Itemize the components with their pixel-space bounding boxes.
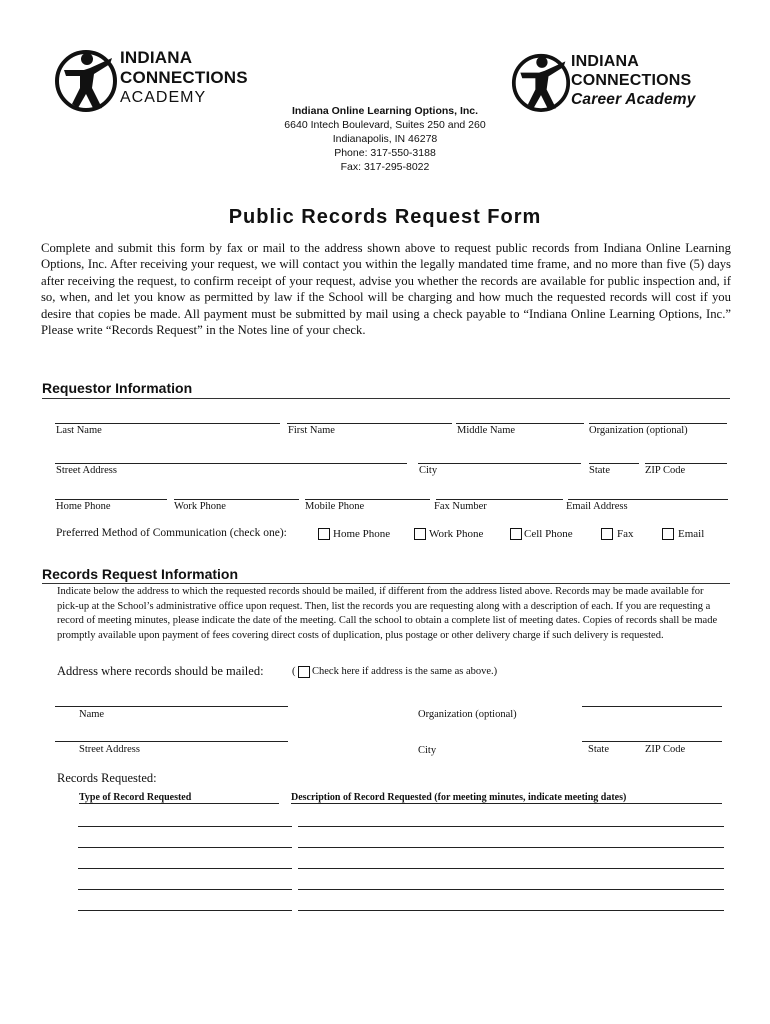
pref-cell-phone-checkbox[interactable] [510,528,522,540]
street-address-label: Street Address [56,465,117,476]
zip-label: ZIP Code [645,465,686,476]
work-phone-label: Work Phone [174,501,226,512]
middle-name-label: Middle Name [457,425,516,436]
fax-number-field[interactable] [436,499,563,500]
logo-line3: Career Academy [571,91,696,108]
logo-line2: CONNECTIONS [120,68,248,87]
open-paren: ( [292,666,296,677]
zip-field[interactable] [645,463,727,464]
pref-work-phone-checkbox[interactable] [414,528,426,540]
work-phone-field[interactable] [174,499,299,500]
org-name: Indiana Online Learning Options, Inc. [291,105,479,117]
description-column-header: Description of Record Requested (for meeting minutes, indicate meeting dates) [291,792,627,803]
home-phone-label: Home Phone [56,501,111,512]
state-field[interactable] [589,463,639,464]
record-type-field[interactable] [78,847,292,848]
record-type-field[interactable] [78,826,292,827]
mobile-phone-field[interactable] [305,499,430,500]
requestor-heading: Requestor Information [42,380,193,396]
first-name-field[interactable] [287,423,452,424]
email-address-label: Email Address [566,501,628,512]
logo-line3: ACADEMY [120,89,207,106]
mobile-phone-label: Mobile Phone [305,501,365,512]
pref-home-phone-label: Home Phone [333,528,391,540]
organization-label: Organization (optional) [589,425,688,436]
record-type-field[interactable] [78,889,292,890]
organization-field[interactable] [589,423,727,424]
intro-paragraph: Complete and submit this form by fax or mail to the address shown above to request public records from Indiana Online Learning Options, Inc. After receiving your request, we will contact you within the legally mandated time frame, and no more than five (5) days after receiving the request, to confirm receipt of your request, advise you whether the records are available for public inspection and, if so, when, and let you know as permitted by law if the School will be charging and how much the requested records will cost if you desire that copies be made. All payment must be submitted by mail using a check payable to “Indiana Online Learning Options, Inc.” Please write “Records Request” in the Notes line of your check. [41,241,731,338]
last-name-label: Last Name [56,425,102,436]
section-divider [42,398,730,399]
figure-icon [511,50,571,112]
mail-name-field[interactable] [55,706,288,707]
org-city: Indianapolis, IN 46278 [332,133,438,145]
record-description-field[interactable] [298,868,724,869]
page-title: Public Records Request Form [228,206,542,228]
fax-number-label: Fax Number [434,501,487,512]
pref-email-checkbox[interactable] [662,528,674,540]
mail-city-label: City [418,745,437,756]
state-label: State [589,465,610,476]
record-type-field[interactable] [78,868,292,869]
org-fax: Fax: 317-295-8022 [340,161,430,173]
record-type-field[interactable] [78,910,292,911]
mail-organization-field[interactable] [582,706,722,707]
address-mailed-label: Address where records should be mailed: [57,664,264,678]
record-description-field[interactable] [298,847,724,848]
records-request-heading: Records Request Information [42,566,239,582]
city-field[interactable] [418,463,581,464]
mail-street-field[interactable] [55,741,288,742]
home-phone-field[interactable] [55,499,167,500]
description-header-underline [291,803,722,804]
mail-name-label: Name [79,709,105,720]
pref-fax-label: Fax [617,528,634,540]
records-request-instructions: Indicate below the address to which the requested records should be mailed, if different from the address listed above. Records may be made available for pick-up at the School’s administrative office upon request. Then, list the records you are requesting along with a description of each. If you are requesting a record of meeting minutes, please indicate the date of the meeting. Call the school to obtain a complete list of meeting dates. Copies of records shall be made promptly available upon payment of fees covering direct costs of duplication, plus postage or other delivery charge if such delivery is requested. [57,586,718,641]
org-street: 6640 Intech Boulevard, Suites 250 and 260 [284,119,486,131]
city-label: City [419,465,438,476]
same-address-label: Check here if address is the same as above.) [312,666,498,677]
last-name-field[interactable] [55,423,280,424]
middle-name-field[interactable] [456,423,584,424]
same-address-checkbox[interactable] [298,666,310,678]
pref-email-label: Email [678,528,705,540]
organization-address [185,104,585,174]
pref-home-phone-checkbox[interactable] [318,528,330,540]
type-header-underline [79,803,279,804]
mail-zip-label: ZIP Code [645,744,686,755]
section-divider [42,583,730,584]
first-name-label: First Name [288,425,335,436]
record-description-field[interactable] [298,910,724,911]
figure-icon [54,46,118,112]
record-description-field[interactable] [298,889,724,890]
logo-line1: INDIANA [120,48,193,67]
org-phone: Phone: 317-550-3188 [334,147,436,159]
logo-line2: CONNECTIONS [571,72,692,89]
mail-street-label: Street Address [79,744,140,755]
pref-fax-checkbox[interactable] [601,528,613,540]
preferred-method-label: Preferred Method of Communication (check one): [56,527,287,539]
records-requested-label: Records Requested: [57,771,157,785]
logo-line1: INDIANA [571,53,640,70]
record-description-field[interactable] [298,826,724,827]
pref-work-phone-label: Work Phone [429,528,484,540]
street-address-field[interactable] [55,463,407,464]
mail-state-label: State [588,744,609,755]
mail-organization-label: Organization (optional) [418,709,517,720]
type-column-header: Type of Record Requested [79,792,192,803]
pref-cell-phone-label: Cell Phone [524,528,573,540]
mail-state-zip-field[interactable] [582,741,722,742]
email-address-field[interactable] [568,499,728,500]
